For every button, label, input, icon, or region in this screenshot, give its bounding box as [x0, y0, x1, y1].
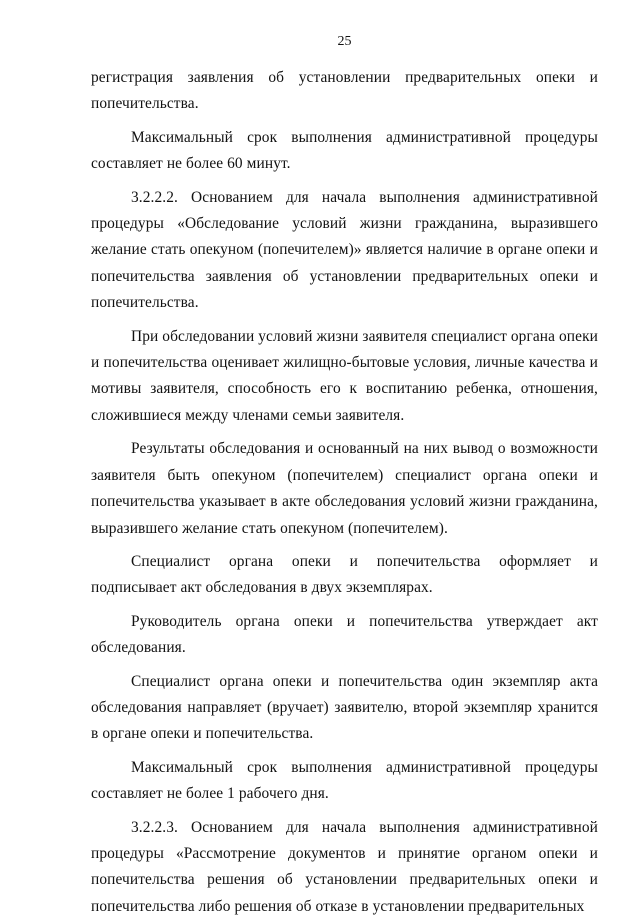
paragraph: регистрация заявления об установлении предварительных опеки и попечительства.: [91, 69, 598, 113]
paragraph: При обследовании условий жизни заявителя специалист органа опеки и попечительства оценивает жилищно-бытовые условия, личные качества и мотивы заявителя, способность его к воспитанию ребенка, отношения, сложившиеся между членами семьи заявителя.: [91, 327, 598, 424]
paragraph: Руководитель органа опеки и попечительства утверждает акт обследования.: [91, 612, 598, 657]
paragraph: Результаты обследования и основанный на них вывод о возможности заявителя быть опекуном (попечителем) специалист органа опеки и попечительства указывает в акте обследования условий жизни гражданина, выразившего желание стать опекуном (попечителем).: [91, 440, 598, 537]
paragraph: 3.2.2.3. Основанием для начала выполнения административной процедуры «Рассмотрение документов и принятие органом опеки и попечительства решения об установлении предварительных опеки и попечительства либо решения об отказе в установлении предварительных: [91, 818, 598, 915]
paragraph: Максимальный срок выполнения административной процедуры составляет не более 1 рабочего дня.: [91, 758, 598, 803]
paragraph: 3.2.2.2. Основанием для начала выполнения административной процедуры «Обследование условий жизни гражданина, выразившего желание стать опекуном (попечителем)» является наличие в органе опеки и попечительства заявления об установлении предварительных опеки и попечительства.: [91, 188, 598, 312]
document-body: [91, 65, 598, 920]
page-number: 25: [337, 34, 352, 49]
paragraph: Специалист органа опеки и попечительства оформляет и подписывает акт обследования в двух экземплярах.: [91, 552, 598, 597]
paragraph: Максимальный срок выполнения административной процедуры составляет не более 60 минут.: [91, 128, 598, 173]
paragraph: Специалист органа опеки и попечительства один экземпляр акта обследования направляет (вручает) заявителю, второй экземпляр хранится в органе опеки и попечительства.: [91, 672, 598, 743]
